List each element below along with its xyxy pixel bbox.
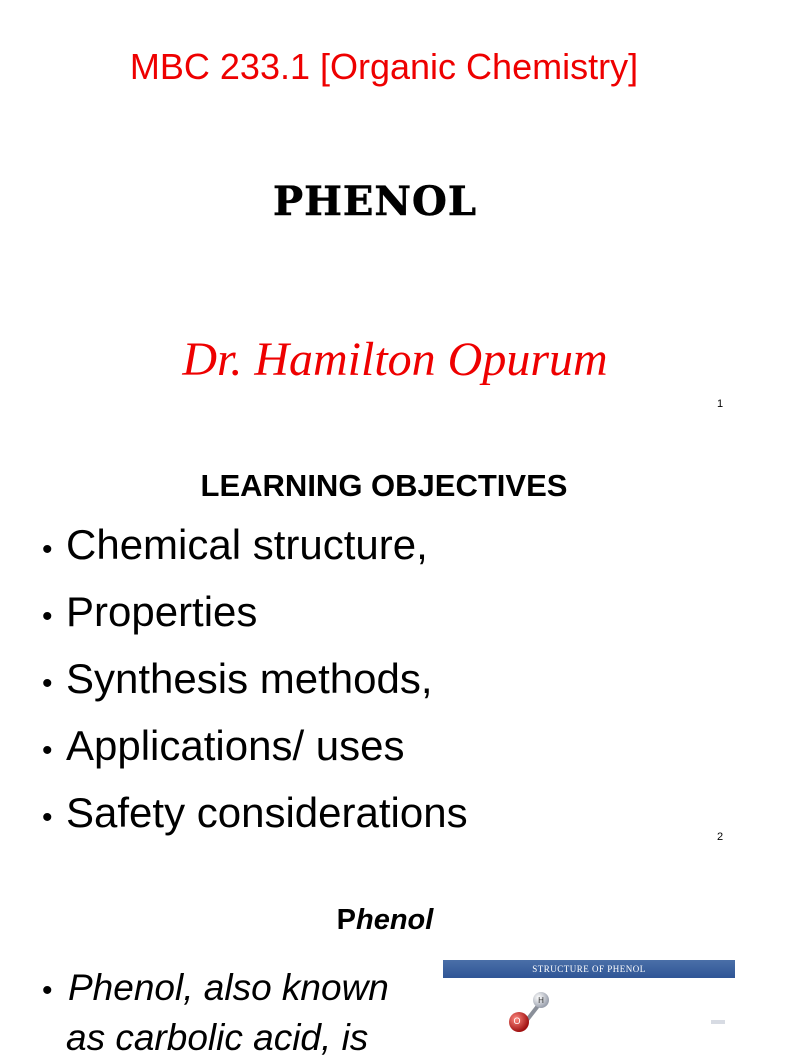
- phenol-definition: [42, 962, 389, 1017]
- oxygen-label: O: [513, 1016, 521, 1026]
- course-title: MBC 233.1 [Organic Chemistry]: [129, 46, 639, 87]
- bullet-icon: •: [42, 667, 53, 700]
- author-name: Dr. Hamilton Opurum: [182, 333, 608, 386]
- phenol-definition-line2: as carbolic acid, is: [66, 1017, 369, 1058]
- objectives-heading: LEARNING OBJECTIVES: [200, 468, 568, 503]
- objective-item: [42, 782, 468, 849]
- bullet-icon: •: [42, 600, 53, 633]
- figure-fragment: [711, 1020, 725, 1024]
- objective-item: [42, 514, 468, 581]
- objective-text: Synthesis methods,: [66, 655, 433, 702]
- bullet-icon: •: [42, 974, 53, 1007]
- bullet-icon: •: [42, 734, 53, 767]
- structure-figure-header: STRUCTURE OF PHENOL: [443, 960, 735, 978]
- slide-number: 1: [717, 398, 724, 410]
- phenol-heading: [0, 898, 770, 942]
- bullet-icon: •: [42, 533, 53, 566]
- phenol-heading-rest: henol: [356, 904, 434, 936]
- objective-text: Properties: [66, 588, 258, 635]
- objective-text: Chemical structure,: [66, 521, 428, 568]
- phenol-heading-initial: P: [336, 904, 356, 936]
- objective-item: [42, 648, 468, 715]
- molecule-model-icon: [443, 960, 735, 1024]
- objective-item: [42, 715, 468, 782]
- phenol-definition-line1: Phenol, also known: [68, 967, 389, 1008]
- objective-text: Safety considerations: [66, 789, 468, 836]
- bullet-icon: •: [42, 801, 53, 834]
- objective-text: Applications/ uses: [66, 722, 405, 769]
- phenol-structure-figure: [443, 960, 735, 1024]
- objectives-list: [42, 514, 468, 849]
- topic-title: PHENOL: [273, 178, 477, 225]
- hydrogen-label: H: [538, 996, 544, 1005]
- slide-number: 2: [717, 831, 724, 843]
- objective-item: [42, 581, 468, 648]
